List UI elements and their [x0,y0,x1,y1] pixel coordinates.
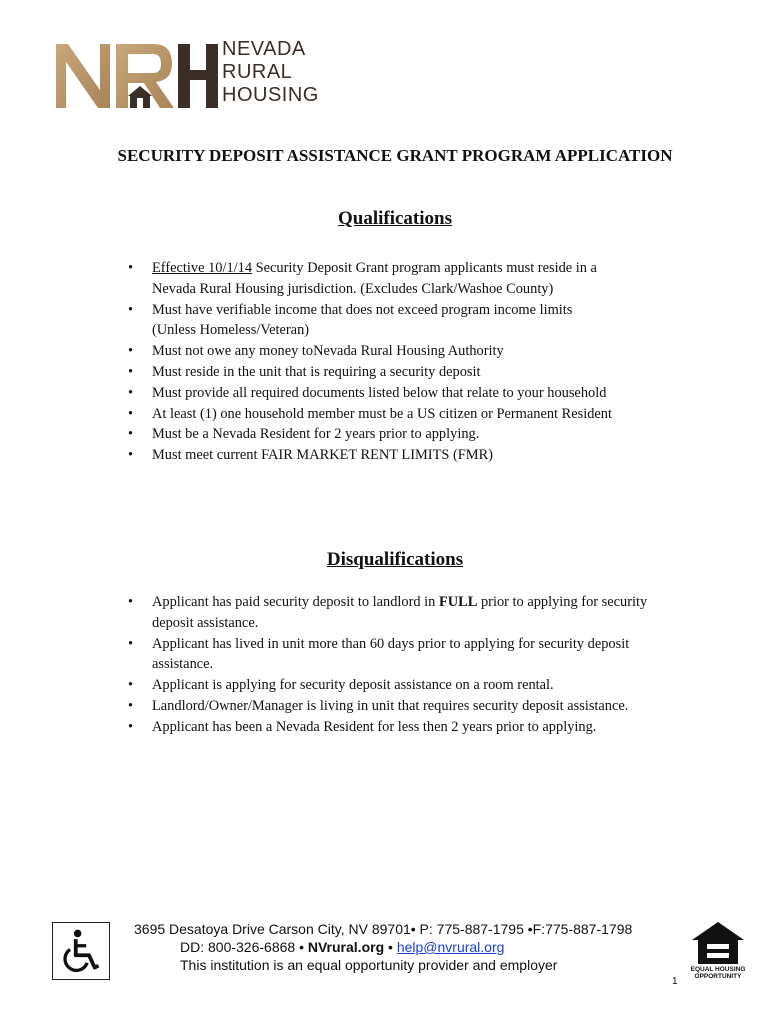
accessibility-icon [52,922,110,980]
list-item: • Applicant has lived in unit more than 60 days prior to applying for security deposit assistance. [122,634,712,676]
full-emphasis: FULL [438,594,478,610]
logo-wordmark [222,38,319,107]
page-title: SECURITY DEPOSIT ASSISTANCE GRANT PROGRAM APPLICATION [117,146,673,165]
list-item: • Applicant has been a Nevada Resident for less then 2 years prior to applying. [122,717,712,738]
list-item: • Must meet current FAIR MARKET RENT LIMITS (FMR) [122,445,712,466]
footer-address: 3695 Desatoya Drive Carson City, NV 89701• P: 775-887-1795 •F:775-887-1798 [134,921,633,937]
list-item: • At least (1) one household member must be a US citizen or Permanent Resident [122,404,712,425]
page-number: 1 [672,976,678,987]
footer-statement: This institution is an equal opportunity provider and employer [180,957,558,973]
qualifications-list [122,258,712,466]
list-item: • Applicant is applying for security deposit assistance on a room rental. [122,675,712,696]
disqualifications-list [122,592,712,738]
logo-word-nevada: NEVADA [222,38,306,60]
list-item: • Must provide all required documents listed below that relate to your household [122,383,712,404]
list-item: • Must reside in the unit that is requiring a security deposit [122,362,712,383]
list-item: • Must be a Nevada Resident for 2 years prior to applying. [122,424,712,445]
list-item: • Applicant has paid security deposit to landlord in FULL prior to applying for security deposit assistance. [122,592,712,634]
list-item: • Effective 10/1/14 Security Deposit Grant program applicants must reside in a Nevada Rural Housing jurisdiction. (Excludes Clark/Washoe County) [122,258,712,300]
footer-contact: DD: 800-326-6868 • NVrural.org • help@nvrural.org [180,939,505,955]
list-item: • Must have verifiable income that does not exceed program income limits (Unless Homeless/Veteran) [122,300,712,342]
qualifications-heading: Qualifications [337,208,452,229]
list-item: • Must not owe any money toNevada Rural Housing Authority [122,341,712,362]
email-link[interactable]: help@nvrural.org [396,939,505,955]
website-link[interactable]: NVrural.org [307,939,385,955]
logo-word-housing: HOUSING [222,84,319,106]
list-item: • Landlord/Owner/Manager is living in unit that requires security deposit assistance. [122,696,712,717]
equal-housing-label: EQUAL HOUSING OPPORTUNITY [690,966,746,980]
effective-date: Effective 10/1/14 [152,260,253,276]
logo-word-rural: RURAL [222,61,293,83]
disqualifications-heading: Disqualifications [326,549,464,570]
